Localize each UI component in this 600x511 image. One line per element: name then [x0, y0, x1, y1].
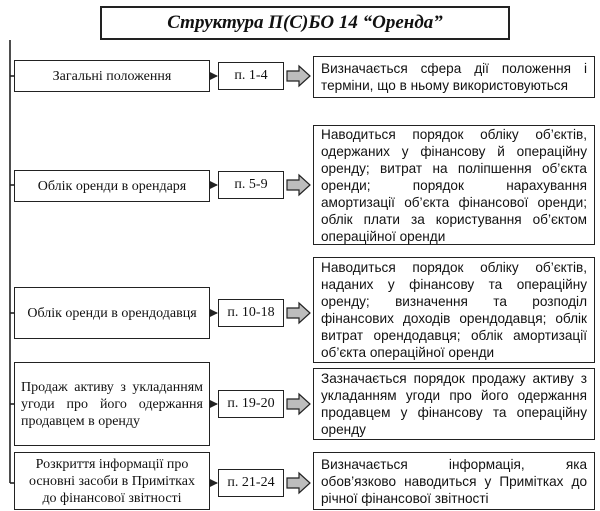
- description-text: Наводиться порядок обліку об’єктів, наданих у фінансову та операційну оренду; визначення та розподіл фінансових доходів орендодавця; облік витрат орендодавця; облік амортизації об’єкта операційної оренди: [321, 260, 587, 360]
- topic-box-sale-leaseback: [14, 362, 210, 446]
- description-box-sale-leaseback: [313, 368, 595, 440]
- topic-label: Загальні положення: [52, 68, 172, 84]
- diagram-title: [100, 6, 510, 40]
- clause-label: п. 19-20: [227, 396, 275, 411]
- block-arrow-icon: [287, 473, 310, 493]
- topic-label: Облік оренди в орендаря: [37, 178, 187, 194]
- topic-box-lessor: [14, 287, 210, 339]
- description-text: Визначається сфера дії положення і терміни, що в ньому використовуються: [321, 61, 587, 93]
- clause-box-lessor: [218, 299, 284, 327]
- diagram-title-text: Структура П(С)БО 14 “Оренда”: [167, 12, 443, 33]
- clause-box-sale-leaseback: [218, 390, 284, 418]
- clause-label: п. 10-18: [227, 305, 275, 320]
- clause-label: п. 5-9: [234, 177, 268, 192]
- topic-label: Облік оренди в орендодавця: [27, 305, 197, 321]
- clause-box-general: [218, 62, 284, 90]
- description-box-lessee: [313, 125, 595, 245]
- block-arrow-icon: [287, 66, 310, 86]
- description-box-lessor: [313, 257, 595, 363]
- topic-box-lessee: [14, 170, 210, 202]
- clause-box-lessee: [218, 171, 284, 199]
- clause-label: п. 1-4: [234, 68, 268, 83]
- topic-box-general: [14, 60, 210, 92]
- block-arrow-icon: [287, 394, 310, 414]
- topic-box-disclosure: [14, 452, 210, 510]
- block-arrow-icon: [287, 175, 310, 195]
- topic-label: Продаж активу з укладанням угоди про його одержання продавцем в оренду: [21, 379, 203, 429]
- description-text: Наводиться порядок обліку об’єктів, одержаних у фінансову й операційну оренду; витрат на поліпшення об’єкта оренди; порядок нарахування амортизації об’єкта фінансової оренди; облік плати за користування об’єктом операційної оренди: [321, 126, 587, 244]
- description-text: Визначається інформація, яка обов’язково наводиться у Примітках до річної фінансової звітності: [321, 456, 587, 506]
- clause-label: п. 21-24: [227, 475, 275, 490]
- topic-label: Розкриття інформації про основні засоби в Примітках до фінансової звітності: [28, 456, 195, 506]
- description-box-disclosure: [313, 452, 595, 510]
- description-box-general: [313, 56, 595, 98]
- clause-box-disclosure: [218, 469, 284, 497]
- description-text: Зазначається порядок продажу активу з укладанням угоди про його одержання продавцем у фінансову та операційну оренду: [321, 371, 587, 437]
- block-arrow-icon: [287, 303, 310, 323]
